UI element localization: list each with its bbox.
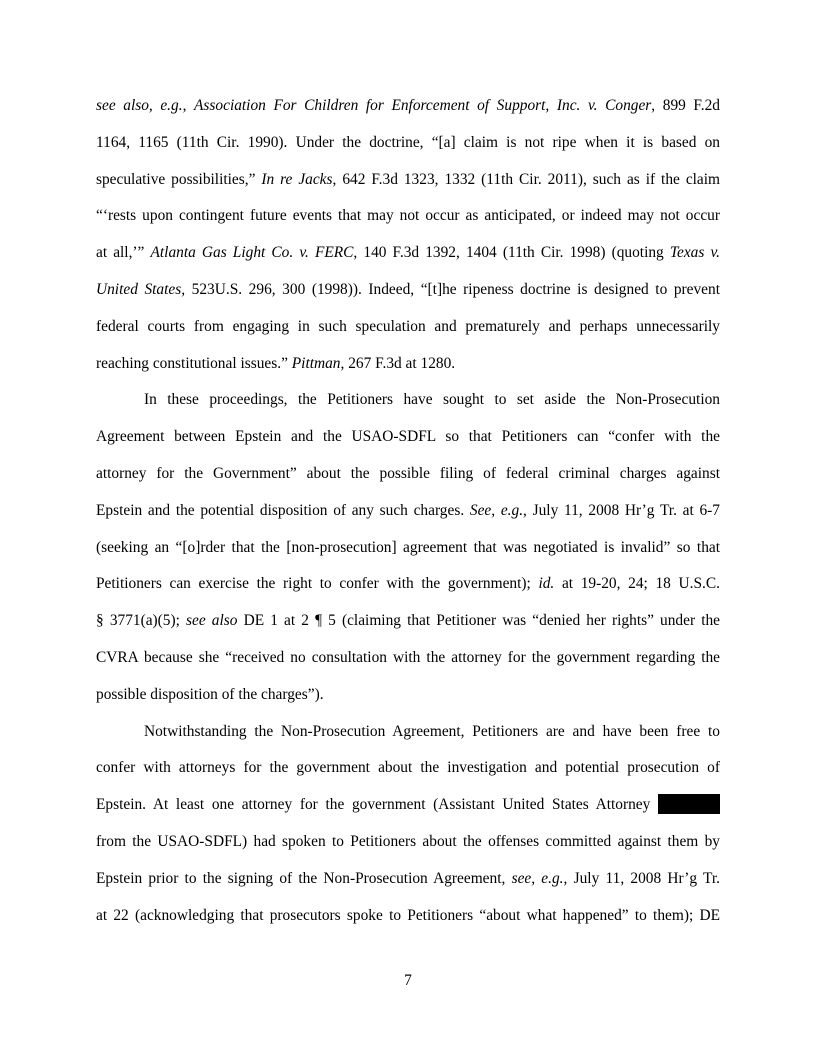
text-line <box>96 162 720 199</box>
italic-citation: Association For Children for Enforcement of Support, Inc. v. Conger <box>194 97 652 114</box>
text-line <box>96 382 720 419</box>
text-line <box>96 530 720 567</box>
text-segment: DE 1 at 2 ¶ 5 (claiming that Petitioner was “denied her rights” under the <box>237 612 721 630</box>
text-segment: speculative possibilities,” <box>96 170 262 188</box>
italic-citation: see, e.g. <box>511 869 564 887</box>
italic-citation: In re Jacks <box>261 170 333 188</box>
text-line <box>96 677 720 714</box>
text-line <box>96 272 720 309</box>
text-line <box>96 346 720 383</box>
italic-citation: id. <box>538 575 555 593</box>
document-body <box>96 88 720 934</box>
italic-citation: Texas v. <box>669 244 720 262</box>
text-segment: 523U.S. 296, 300 (1998)). Indeed, “[t]he ripeness doctrine is designed to prevent <box>185 280 720 298</box>
text-line <box>96 309 720 346</box>
text-line <box>96 603 720 640</box>
text-segment: In these proceedings, the Petitioners have sought to set aside the Non-Prosecution <box>144 391 720 409</box>
text-segment: confer with attorneys for the government about the investigation and potential prosecution of <box>96 759 720 777</box>
italic-citation: Atlanta Gas Light Co. v. FERC <box>150 244 354 262</box>
text-segment: (seeking an “[o]rder that the [non-prosecution] agreement that was negotiated is invalid” so that <box>96 538 720 556</box>
text-segment: federal courts from engaging in such speculation and prematurely and perhaps unnecessarily <box>96 317 720 335</box>
page-number: 7 <box>404 972 412 989</box>
text-line <box>96 861 720 898</box>
italic-citation: see also <box>186 612 238 630</box>
text-segment: , 267 F.3d at 1280. <box>340 354 456 372</box>
text-segment: Petitioners can exercise the right to confer with the government); <box>96 575 539 593</box>
italic-citation: Pittman <box>291 354 341 372</box>
italic-citation: United States, <box>96 280 186 298</box>
italic-citation: see also, e.g. <box>96 97 183 114</box>
text-segment: Epstein and the potential disposition of any such charges. <box>96 501 470 519</box>
text-segment: CVRA because she “received no consultation with the attorney for the government regarding the <box>96 648 720 666</box>
text-segment: Epstein. At least one attorney for the government (Assistant United States Attorney <box>96 796 658 814</box>
text-line <box>96 787 720 824</box>
text-segment: , 140 F.3d 1392, 1404 (11th Cir. 1998) (quoting <box>353 244 670 262</box>
text-line <box>96 456 720 493</box>
text-segment: attorney for the Government” about the possible filing of federal criminal charges against <box>96 464 720 482</box>
text-segment: 1164, 1165 (11th Cir. 1990). Under the doctrine, “[a] claim is not ripe when it is based on <box>96 133 720 151</box>
text-segment: , 642 F.3d 1323, 1332 (11th Cir. 2011), such as if the claim <box>332 170 720 188</box>
text-segment: , 899 F.2d <box>651 97 720 114</box>
text-line <box>96 88 720 125</box>
text-line <box>96 235 720 272</box>
text-segment: , July 11, 2008 Hr’g Tr. <box>563 869 721 887</box>
text-segment: § 3771(a)(5); <box>96 612 187 630</box>
text-segment: , <box>182 97 195 114</box>
text-segment: from the USAO-SDFL) had spoken to Petitioners about the offenses committed against them by <box>96 832 720 850</box>
text-segment: Epstein prior to the signing of the Non-Prosecution Agreement, <box>96 869 512 887</box>
text-segment: at all,’” <box>96 244 151 262</box>
text-line <box>96 750 720 787</box>
text-line <box>96 419 720 456</box>
text-line <box>96 640 720 677</box>
text-line <box>96 125 720 162</box>
text-line <box>96 493 720 530</box>
text-line <box>96 198 720 235</box>
text-segment: Agreement between Epstein and the USAO-SDFL so that Petitioners can “confer with the <box>96 428 720 446</box>
text-segment: Notwithstanding the Non-Prosecution Agreement, Petitioners are and have been free to <box>144 722 720 740</box>
text-line <box>96 714 720 751</box>
text-segment: , July 11, 2008 Hr’g Tr. at 6-7 <box>523 501 720 519</box>
text-line <box>96 824 720 861</box>
text-segment: “‘rests upon contingent future events that may not occur as anticipated, or indeed may not occur <box>96 207 720 225</box>
text-line <box>96 898 720 935</box>
text-segment: possible disposition of the charges”). <box>96 685 324 703</box>
italic-citation: See, e.g. <box>469 501 524 519</box>
redaction-block <box>658 794 720 814</box>
text-segment: at 19-20, 24; 18 U.S.C. <box>554 575 720 593</box>
text-segment: reaching constitutional issues.” <box>96 354 292 372</box>
text-line <box>96 566 720 603</box>
text-segment: at 22 (acknowledging that prosecutors spoke to Petitioners “about what happened” to them); DE <box>96 906 720 924</box>
